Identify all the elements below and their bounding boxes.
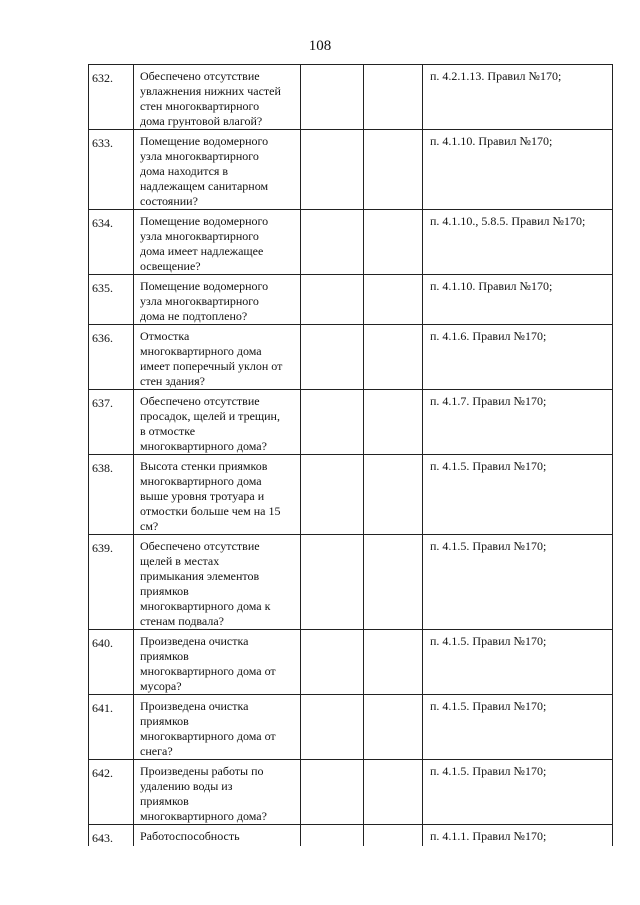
row-number-text: 643.	[92, 831, 113, 845]
row-number	[89, 825, 134, 847]
reference-cell-text: п. 4.2.1.13. Правил №170;	[430, 69, 562, 83]
answer-cell-empty	[364, 455, 423, 535]
question-cell	[134, 535, 301, 630]
row-number	[89, 630, 134, 695]
answer-cell-empty	[301, 630, 364, 695]
reference-cell	[423, 275, 613, 325]
reference-cell	[423, 630, 613, 695]
row-number-text: 632.	[92, 71, 113, 85]
row-number-text: 634.	[92, 216, 113, 230]
answer-cell-empty	[364, 695, 423, 760]
answer-cell-empty	[301, 65, 364, 130]
reference-cell-text: п. 4.1.5. Правил №170;	[430, 459, 547, 473]
row-number-text: 635.	[92, 281, 113, 295]
table-row	[89, 455, 613, 535]
answer-cell-empty	[364, 130, 423, 210]
answer-cell-empty	[301, 210, 364, 275]
reference-cell-text: п. 4.1.5. Правил №170;	[430, 539, 547, 553]
row-number	[89, 210, 134, 275]
table-row	[89, 535, 613, 630]
question-cell	[134, 65, 301, 130]
row-number	[89, 130, 134, 210]
question-cell-text: Произведена очистка приямков многоквартирного дома от снега?	[140, 699, 276, 758]
answer-cell-empty	[301, 760, 364, 825]
question-cell-text: Отмостка многоквартирного дома имеет поперечный уклон от стен здания?	[140, 329, 283, 388]
question-cell-text: Произведены работы по удалению воды из приямков многоквартирного дома?	[140, 764, 267, 823]
answer-cell-empty	[364, 760, 423, 825]
reference-cell	[423, 130, 613, 210]
reference-cell-text: п. 4.1.6. Правил №170;	[430, 329, 547, 343]
page-number: 108	[308, 38, 332, 54]
answer-cell-empty	[301, 535, 364, 630]
answer-cell-empty	[301, 275, 364, 325]
reference-cell-text: п. 4.1.5. Правил №170;	[430, 634, 547, 648]
row-number	[89, 65, 134, 130]
row-number-text: 636.	[92, 331, 113, 345]
reference-cell	[423, 325, 613, 390]
reference-cell-text: п. 4.1.10. Правил №170;	[430, 134, 553, 148]
question-cell-text: Помещение водомерного узла многоквартирного дома находится в надлежащем санитарном состоянии?	[140, 134, 269, 208]
answer-cell-empty	[364, 535, 423, 630]
answer-cell-empty	[301, 325, 364, 390]
row-number	[89, 535, 134, 630]
table-row	[89, 325, 613, 390]
table-row	[89, 630, 613, 695]
reference-cell-text: п. 4.1.5. Правил №170;	[430, 699, 547, 713]
row-number-text: 642.	[92, 766, 113, 780]
reference-cell	[423, 455, 613, 535]
table-row	[89, 825, 613, 847]
answer-cell-empty	[301, 455, 364, 535]
question-cell-text: Обеспечено отсутствие просадок, щелей и трещин, в отмостке многоквартирного дома?	[140, 394, 280, 453]
table-row	[89, 65, 613, 130]
reference-cell	[423, 760, 613, 825]
row-number	[89, 275, 134, 325]
question-cell	[134, 760, 301, 825]
question-cell	[134, 275, 301, 325]
row-number	[89, 390, 134, 455]
answer-cell-empty	[364, 210, 423, 275]
reference-cell	[423, 535, 613, 630]
row-number-text: 639.	[92, 541, 113, 555]
question-cell-text: Высота стенки приямков многоквартирного дома выше уровня тротуара и отмостки больше чем на 15 см?	[140, 459, 281, 533]
reference-cell-text: п. 4.1.7. Правил №170;	[430, 394, 547, 408]
question-cell-text: Помещение водомерного узла многоквартирного дома не подтоплено?	[140, 279, 269, 323]
reference-cell-text: п. 4.1.10. Правил №170;	[430, 279, 553, 293]
reference-cell-text: п. 4.1.5. Правил №170;	[430, 764, 547, 778]
question-cell-text: Обеспечено отсутствие увлажнения нижних частей стен многоквартирного дома грунтовой влагой?	[140, 69, 281, 128]
row-number-text: 637.	[92, 396, 113, 410]
reference-cell-text: п. 4.1.10., 5.8.5. Правил №170;	[430, 214, 586, 228]
row-number-text: 633.	[92, 136, 113, 150]
question-cell	[134, 325, 301, 390]
question-cell-text: Обеспечено отсутствие щелей в местах примыкания элементов приямков многоквартирного дома к стенам подвала?	[140, 539, 271, 628]
answer-cell-empty	[364, 325, 423, 390]
row-number	[89, 695, 134, 760]
answer-cell-empty	[301, 390, 364, 455]
checklist-table	[88, 64, 613, 846]
table-row	[89, 130, 613, 210]
table-row	[89, 210, 613, 275]
question-cell-text: Произведена очистка приямков многоквартирного дома от мусора?	[140, 634, 276, 693]
row-number-text: 641.	[92, 701, 113, 715]
reference-cell	[423, 825, 613, 847]
question-cell	[134, 630, 301, 695]
question-cell-text: Работоспособность	[140, 829, 240, 843]
answer-cell-empty	[364, 630, 423, 695]
answer-cell-empty	[364, 390, 423, 455]
reference-cell	[423, 695, 613, 760]
question-cell	[134, 455, 301, 535]
row-number	[89, 760, 134, 825]
row-number-text: 638.	[92, 461, 113, 475]
answer-cell-empty	[301, 825, 364, 847]
row-number	[89, 455, 134, 535]
table-row	[89, 695, 613, 760]
row-number-text: 640.	[92, 636, 113, 650]
question-cell	[134, 130, 301, 210]
table-row	[89, 390, 613, 455]
reference-cell	[423, 210, 613, 275]
answer-cell-empty	[364, 825, 423, 847]
reference-cell	[423, 65, 613, 130]
question-cell-text: Помещение водомерного узла многоквартирного дома имеет надлежащее освещение?	[140, 214, 269, 273]
answer-cell-empty	[301, 695, 364, 760]
question-cell	[134, 825, 301, 847]
reference-cell	[423, 390, 613, 455]
answer-cell-empty	[364, 275, 423, 325]
table-row	[89, 760, 613, 825]
row-number	[89, 325, 134, 390]
answer-cell-empty	[364, 65, 423, 130]
question-cell	[134, 210, 301, 275]
question-cell	[134, 390, 301, 455]
question-cell	[134, 695, 301, 760]
reference-cell-text: п. 4.1.1. Правил №170;	[430, 829, 547, 843]
table-row	[89, 275, 613, 325]
answer-cell-empty	[301, 130, 364, 210]
